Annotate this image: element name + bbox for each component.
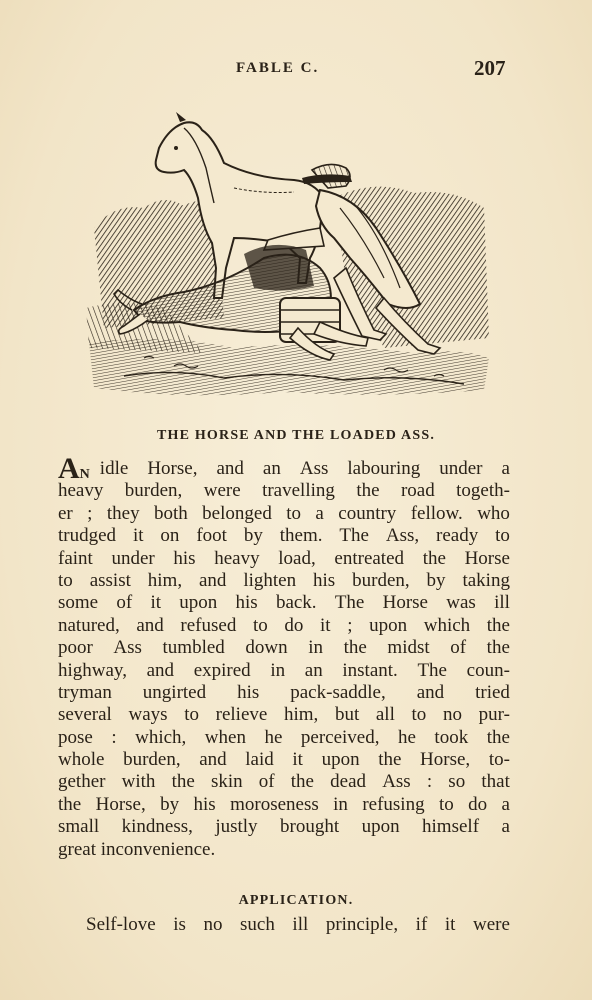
woodcut-horse-and-fallen-ass-icon xyxy=(84,108,494,400)
fable-line: tryman ungirted his pack-saddle, and tried xyxy=(58,681,510,703)
fable-line: gether with the skin of the dead Ass : so that xyxy=(58,771,510,793)
fable-line: small kindness, justly brought upon himself a xyxy=(58,816,510,838)
application-heading: APPLICATION. xyxy=(238,893,354,908)
application-text: Self-love is no such ill principle, if it were xyxy=(86,914,510,935)
running-head xyxy=(0,58,592,82)
fable-line: highway, and expired in an instant. The coun- xyxy=(58,659,510,681)
fable-line: to assist him, and lighten his burden, by taking xyxy=(58,569,510,591)
page-number: 207 xyxy=(474,56,506,80)
illustration-caption: THE HORSE AND THE LOADED ASS. xyxy=(156,428,436,443)
fable-line: poor Ass tumbled down in the midst of the xyxy=(58,637,510,659)
fable-line: trudged it on foot by them. The Ass, ready to xyxy=(58,525,510,547)
fable-line-text: idle Horse, and an Ass labouring under a xyxy=(99,458,510,479)
fable-line: some of it upon his back. The Horse was ill xyxy=(58,592,510,614)
fable-line: pose : which, when he perceived, he took the xyxy=(58,726,510,748)
fable-line: several ways to relieve him, but all to no pur- xyxy=(58,704,510,726)
fable-line: great inconvenience. xyxy=(58,838,216,860)
dropcap: A xyxy=(58,452,80,485)
first-word xyxy=(58,452,91,485)
fable-line: natured, and refused to do it ; upon which the xyxy=(58,614,510,636)
fable-line xyxy=(58,452,510,485)
woodcut-illustration xyxy=(84,108,494,400)
fable-line: the Horse, by his moroseness in refusing to do a xyxy=(58,793,510,815)
fable-line: er ; they both belonged to a country fellow. who xyxy=(58,502,510,524)
fable-text xyxy=(58,452,510,861)
smallcap-rest: N xyxy=(79,467,91,482)
fable-line: heavy burden, were travelling the road togeth- xyxy=(58,480,510,502)
fable-line: faint under his heavy load, entreated the Horse xyxy=(58,547,510,569)
running-title: FABLE C. xyxy=(236,60,320,76)
fable-line: whole burden, and laid it upon the Horse, to- xyxy=(58,749,510,771)
